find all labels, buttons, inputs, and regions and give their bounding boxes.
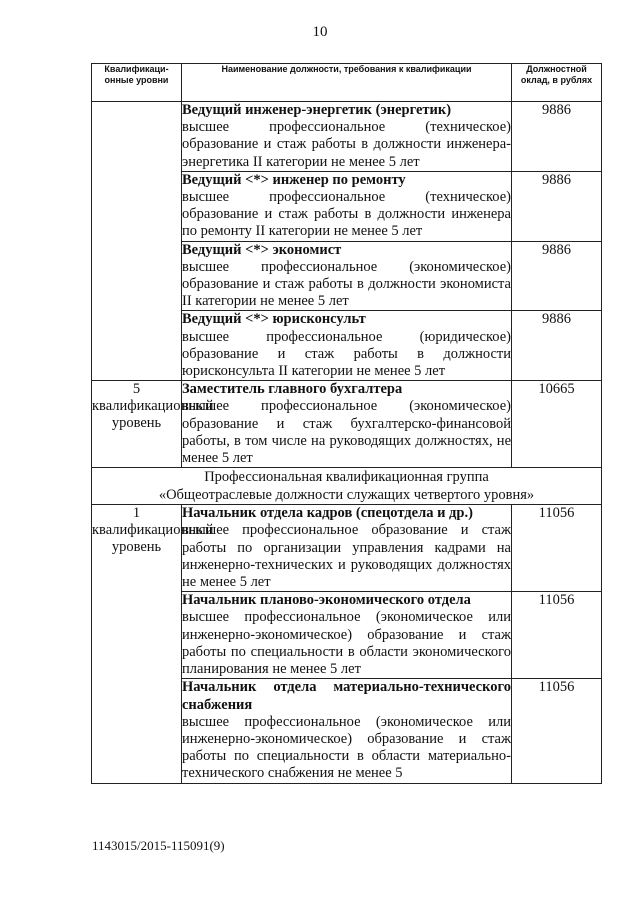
position-requirements: высшее профессиональное (экономическое) образование и стаж работы в должности экономиста II категории не менее 5 лет <box>182 258 511 310</box>
position-title: Заместитель главного бухгалтера <box>182 381 403 398</box>
page-number: 10 <box>312 24 328 40</box>
position-requirements: высшее профессиональное (экономическое) образование и стаж бухгалтерско-финансовой работы, в том числе на руководящих должностях, не менее 5 лет <box>182 398 511 467</box>
document-id: 1143015/2015-115091(9) <box>92 838 225 853</box>
salary-cell: 9886 <box>512 171 602 241</box>
position-cell <box>182 381 512 468</box>
salary-cell: 9886 <box>512 241 602 311</box>
position-title: Начальник планово-экономического отдела <box>182 592 471 609</box>
header-salary: Должностной оклад, в рублях <box>512 64 602 102</box>
salary-cell: 11056 <box>512 679 602 783</box>
position-title: Начальник отдела кадров (спецотдела и др.) <box>182 505 473 522</box>
table-header-row <box>92 64 602 102</box>
header-position: Наименование должности, требования к квалификации <box>182 64 512 102</box>
position-cell <box>182 171 512 241</box>
salary-table <box>91 63 602 784</box>
position-requirements: высшее профессиональное (экономическое или инженерно-экономическое) образование и стаж работы по специальности в области материально-технического снабжения не менее 5 <box>182 713 511 782</box>
position-requirements: высшее профессиональное образование и стаж работы по организации управления кадрами на инженерно-технических и руководящих должностях не менее 5 лет <box>182 522 511 591</box>
level-cell: 1 квалификационный уровень <box>92 505 182 783</box>
position-title: Ведущий инженер-энергетик (энергетик) <box>182 102 452 118</box>
salary-cell: 11056 <box>512 592 602 679</box>
group-title-cell <box>92 468 602 505</box>
position-requirements: высшее профессиональное (экономическое или инженерно-экономическое) образование и стаж работы по специальности в области экономического планирования не менее 5 лет <box>182 609 511 678</box>
position-requirements: высшее профессиональное (техническое) образование и стаж работы в должности инженера по ремонту II категории не менее 5 лет <box>182 189 511 240</box>
group-row <box>92 468 602 505</box>
group-title-line-2: «Общеотраслевые должности служащих четвертого уровня» <box>158 487 535 504</box>
position-cell <box>182 102 512 172</box>
position-requirements: высшее профессиональное (техническое) образование и стаж работы в должности инженера-энергетика II категории не менее 5 лет <box>182 119 511 170</box>
group-title-line-1: Профессиональная квалификационная группа <box>204 469 489 486</box>
position-title: Ведущий <*> инженер по ремонту <box>182 171 406 188</box>
position-title: Ведущий <*> экономист <box>182 241 342 258</box>
position-cell <box>182 592 512 679</box>
position-requirements: высшее профессиональное (юридическое) образование и стаж работы в должности юрисконсульта II категории не менее 5 лет <box>182 328 511 380</box>
position-title: Начальник отдела материально-технического снабжения <box>182 679 511 713</box>
salary-cell: 10665 <box>512 381 602 468</box>
salary-cell: 11056 <box>512 505 602 592</box>
table-row <box>92 381 602 468</box>
table-row <box>92 102 602 172</box>
position-title: Ведущий <*> юрисконсульт <box>182 311 366 328</box>
position-cell <box>182 679 512 783</box>
level-cell <box>92 102 182 381</box>
table-row <box>92 505 602 592</box>
position-cell <box>182 311 512 381</box>
salary-cell: 9886 <box>512 311 602 381</box>
header-levels: Квалификаци-онные уровни <box>92 64 182 102</box>
level-cell: 5 квалификационный уровень <box>92 381 182 468</box>
position-cell <box>182 241 512 311</box>
position-cell <box>182 505 512 592</box>
salary-cell: 9886 <box>512 102 602 172</box>
